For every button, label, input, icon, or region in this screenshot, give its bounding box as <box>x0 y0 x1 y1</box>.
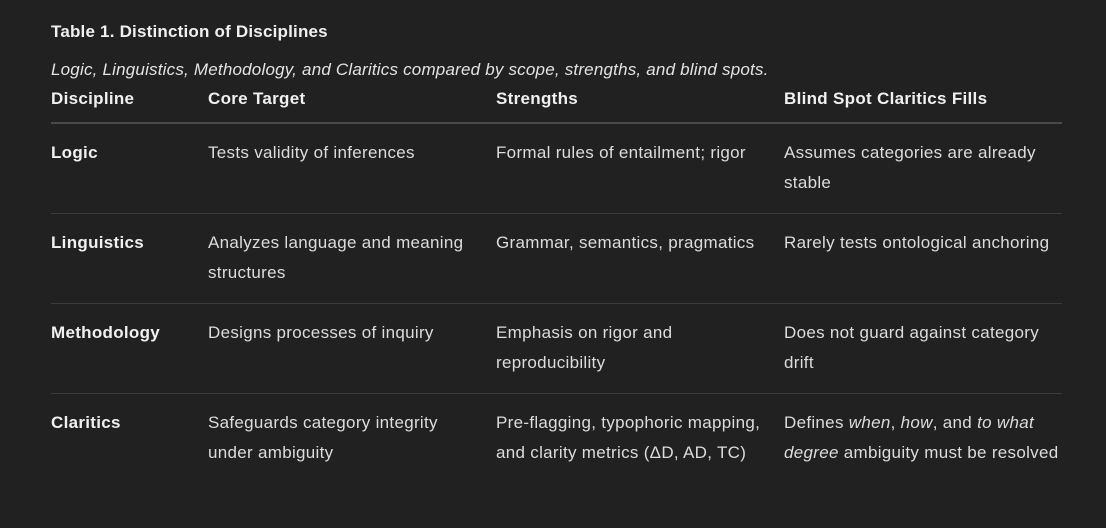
blind-spot-text: , and <box>932 413 978 432</box>
disciplines-table <box>51 86 1062 483</box>
cell-core-target: Tests validity of inferences <box>208 123 496 214</box>
header-discipline: Discipline <box>51 86 208 123</box>
table-container <box>51 18 1062 483</box>
table-row <box>51 214 1062 304</box>
cell-strengths: Pre-flagging, typophoric mapping, and clarity metrics (ΔD, AD, TC) <box>496 413 761 462</box>
table-caption: Logic, Linguistics, Methodology, and Claritics compared by scope, strengths, and blind spots. <box>51 60 769 79</box>
cell-core-target: Analyzes language and meaning structures <box>208 214 496 304</box>
table-row <box>51 304 1062 394</box>
blind-spot-text: ambiguity must be resolved <box>838 443 1059 462</box>
cell-discipline: Logic <box>51 123 208 214</box>
cell-blind-spot: Assumes categories are already stable <box>784 123 1062 214</box>
cell-discipline: Methodology <box>51 304 208 394</box>
cell-blind-spot: Rarely tests ontological anchoring <box>784 214 1062 304</box>
blind-spot-text: , <box>890 413 901 432</box>
cell-strengths: Emphasis on rigor and reproducibility <box>496 304 784 394</box>
header-strengths: Strengths <box>496 86 784 123</box>
cell-discipline: Claritics <box>51 413 121 432</box>
blind-spot-emphasis: how <box>900 413 933 432</box>
cell-core-target: Designs processes of inquiry <box>208 304 496 394</box>
cell-discipline: Linguistics <box>51 214 208 304</box>
blind-spot-emphasis: to what degree <box>784 413 1035 462</box>
table-row <box>51 394 1062 484</box>
table-title: Table 1. Distinction of Disciplines <box>51 22 328 41</box>
table-row <box>51 123 1062 214</box>
blind-spot-emphasis: when <box>848 413 891 432</box>
table-header-row <box>51 86 1062 123</box>
cell-core-target: Safeguards category integrity under ambiguity <box>208 413 438 462</box>
cell-strengths: Grammar, semantics, pragmatics <box>496 214 784 304</box>
cell-blind-spot <box>784 394 1062 484</box>
header-core-target: Core Target <box>208 86 496 123</box>
blind-spot-text: Defines <box>784 413 849 432</box>
cell-blind-spot: Does not guard against category drift <box>784 304 1062 394</box>
cell-strengths: Formal rules of entailment; rigor <box>496 123 784 214</box>
header-blind-spot: Blind Spot Claritics Fills <box>784 86 1062 123</box>
